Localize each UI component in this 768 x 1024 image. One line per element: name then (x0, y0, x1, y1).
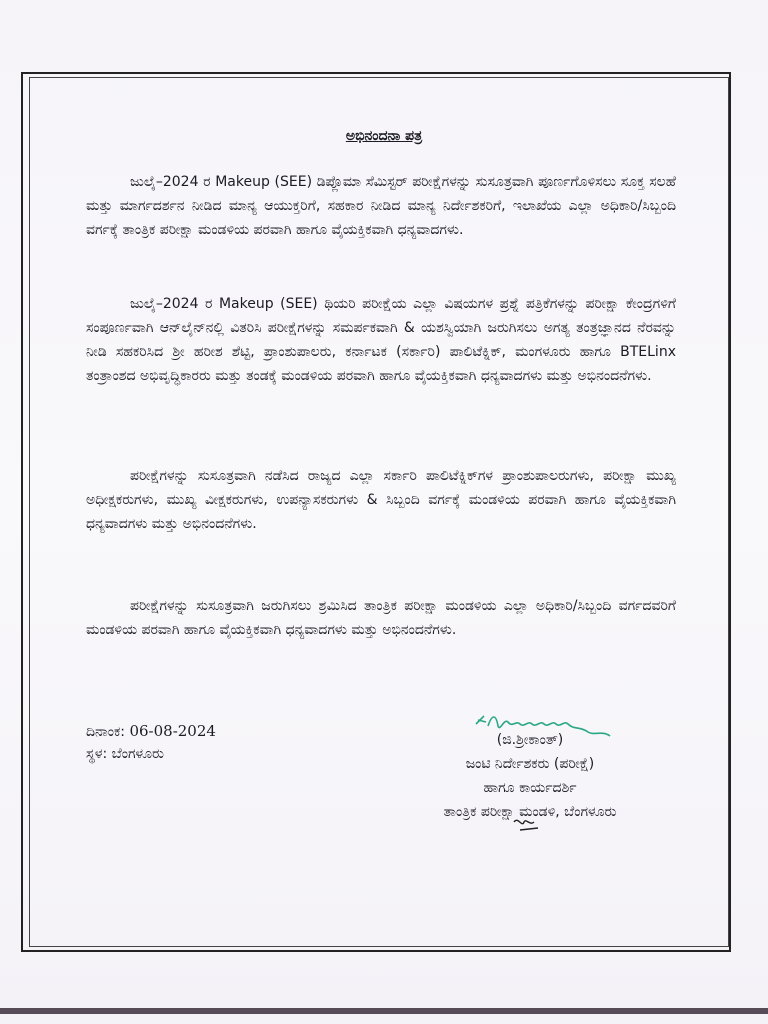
paragraph-2-text: ಜುಲೈ–2024 ರ Makeup (SEE) ಥಿಯರಿ ಪರೀಕ್ಷೆಯ ಎಲ್ಲಾ ವಿಷಯಗಳ ಪ್ರಶ್ನೆ ಪತ್ರಿಕೆಗಳನ್ನು ಪರೀಕ್ಷಾ ಕೇಂದ್ರಗಳಿಗೆ ಸಂಪೂರ್ಣವಾಗಿ ಆನ್‌ಲೈನ್‌ನಲ್ಲಿ ವಿತರಿಸಿ ಪರೀಕ್ಷೆಗಳನ್ನು ಸಮರ್ಪಕವಾಗಿ & ಯಶಸ್ವಿಯಾಗಿ ಜರುಗಿಸಲು ಅಗತ್ಯ ತಂತ್ರಜ್ಞಾನದ ನೆರವನ್ನು ನೀಡಿ ಸಹಕರಿಸಿದ ಶ್ರೀ ಹರೀಶ ಶೆಟ್ಟಿ, ಪ್ರಾಂಶುಪಾಲರು, ಕರ್ನಾಟಕ (ಸರ್ಕಾರಿ) ಪಾಲಿಟೆಕ್ನಿಕ್, ಮಂಗಳೂರು ಹಾಗೂ BTELinx ತಂತ್ರಾಂಶದ ಅಭಿವೃದ್ಧಿಕಾರರು ಮತ್ತು ತಂಡಕ್ಕೆ ಮಂಡಳಿಯ ಪರವಾಗಿ ಹಾಗೂ ವೈಯಕ್ತಿಕವಾಗಿ ಧನ್ಯವಾದಗಳು ಮತ್ತು ಅಭಿನಂದನೆಗಳು. (86, 296, 676, 384)
signatory-block (360, 728, 700, 824)
paragraph-3-text: ಪರೀಕ್ಷೆಗಳನ್ನು ಸುಸೂತ್ರವಾಗಿ ನಡೆಸಿದ ರಾಜ್ಯದ ಎಲ್ಲಾ ಸರ್ಕಾರಿ ಪಾಲಿಟೆಕ್ನಿಕ್‌ಗಳ ಪ್ರಾಂಶುಪಾಲರುಗಳು, ಪರೀಕ್ಷಾ ಮುಖ್ಯ ಅಧೀಕ್ಷಕರುಗಳು, ಮುಖ್ಯ ವೀಕ್ಷಕರುಗಳು, ಉಪನ್ಯಾಸಕರುಗಳು & ಸಿಬ್ಬಂದಿ ವರ್ಗಕ್ಕೆ ಮಂಡಳಿಯ ಪರವಾಗಿ ಹಾಗೂ ವೈಯಕ್ತಿಕವಾಗಿ ಧನ್ಯವಾದಗಳು ಮತ್ತು ಅಭಿನಂದನೆಗಳು. (86, 468, 676, 532)
paragraph-3 (86, 464, 676, 536)
paragraph-4-text: ಪರೀಕ್ಷೆಗಳನ್ನು ಸುಸೂತ್ರವಾಗಿ ಜರುಗಿಸಲು ಶ್ರಮಿಸಿದ ತಾಂತ್ರಿಕ ಪರೀಕ್ಷಾ ಮಂಡಳಿಯ ಎಲ್ಲಾ ಅಧಿಕಾರಿ/ಸಿಬ್ಬಂದಿ ವರ್ಗದವರಿಗೆ ಮಂಡಳಿಯ ಪರವಾಗಿ ಹಾಗೂ ವೈಯಕ್ತಿಕವಾಗಿ ಧನ್ಯವಾದಗಳು ಮತ್ತು ಅಭಿನಂದನೆಗಳು. (86, 598, 676, 638)
place-line (86, 746, 164, 762)
date-line (86, 722, 216, 740)
signatory-designation-1: ಜಂಟಿ ನಿರ್ದೇಶಕರು (ಪರೀಕ್ಷೆ) (465, 756, 595, 772)
signatory-name: (ಜಿ.ಶ್ರೀಕಾಂತ್) (496, 732, 564, 748)
place-label: ಸ್ಥಳ: (86, 746, 108, 762)
date-label: ದಿನಾಂಕ: (86, 724, 125, 740)
date-value: 06-08-2024 (129, 722, 216, 740)
paragraph-1 (86, 170, 676, 242)
document-title: ಅಭಿನಂದನಾ ಪತ್ರ (345, 128, 423, 144)
paragraph-4 (86, 594, 676, 642)
place-value: ಬೆಂಗಳೂರು (111, 746, 164, 762)
paragraph-2 (86, 292, 676, 388)
signatory-designation-2: ಹಾಗೂ ಕಾರ್ಯದರ್ಶಿ (483, 780, 577, 796)
handwritten-initials (510, 812, 542, 834)
scan-edge-line (0, 1008, 768, 1014)
signatory-designation-3: ತಾಂತ್ರಿಕ ಪರೀಕ್ಷಾ ಮಂಡಳಿ, ಬೆಂಗಳೂರು (443, 804, 617, 820)
paragraph-1-text: ಜುಲೈ–2024 ರ Makeup (SEE) ಡಿಪ್ಲೊಮಾ ಸೆಮಿಸ್ಟರ್ ಪರೀಕ್ಷೆಗಳನ್ನು ಸುಸೂತ್ರವಾಗಿ ಪೂರ್ಣಗೊಳಿಸಲು ಸೂಕ್ತ ಸಲಹೆ ಮತ್ತು ಮಾರ್ಗದರ್ಶನ ನೀಡಿದ ಮಾನ್ಯ ಆಯುಕ್ತರಿಗೆ, ಸಹಕಾರ ನೀಡಿದ ಮಾನ್ಯ ನಿರ್ದೇಶಕರಿಗೆ, ಇಲಾಖೆಯ ಎಲ್ಲಾ ಅಧಿಕಾರಿ/ಸಿಬ್ಬಂದಿ ವರ್ಗಕ್ಕೆ ತಾಂತ್ರಿಕ ಪರೀಕ್ಷಾ ಮಂಡಳಿಯ ಪರವಾಗಿ ಹಾಗೂ ವೈಯಕ್ತಿಕವಾಗಿ ಧನ್ಯವಾದಗಳು. (86, 174, 676, 238)
